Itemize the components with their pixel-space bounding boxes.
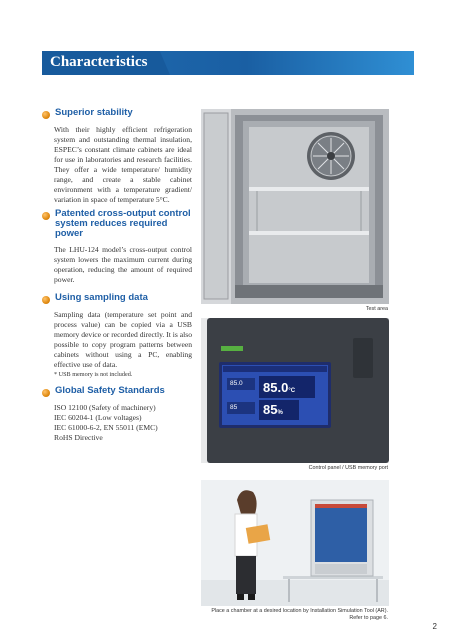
bullet-icon [42,296,50,304]
bullet-icon [42,389,50,397]
bullet-icon [42,111,50,119]
section-superior-stability [42,108,192,205]
display-pv-humidity: 85% [263,402,283,417]
page-number: 2 [432,622,437,631]
bullet-icon [42,212,50,220]
ar-caption-line: Place a chamber at a desired location by Installation Simulation Tool (AR). [211,608,388,614]
section-title: Using sampling data [55,292,148,303]
ar-placement-photo [201,480,389,606]
section-body: Sampling data (temperature set point and process value) can be copied via a USB memory device or recorded directly. It is also possible to copy program patterns between cabinets without using a PC, enabling effective use of data. [54,310,192,369]
section-body: With their highly efficient refrigeration system and outstanding thermal insulation, ESPEC’s constant climate cabinets are ideal for use in laboratories and research facilities. They offer a wide temperature/ humidity range, and create a stable cabinet environment with a temperature gradient/ variation in space of temperature 5°C. [54,125,192,204]
page-title: Characteristics [50,54,148,70]
section-body: The LHU-124 model’s cross-output control system lowers the maximum current during operation, reducing the amount of required power. [54,245,192,284]
test-area-caption: Test area [365,306,388,312]
standard-item: RoHS Directive [54,433,103,442]
section-title: Superior stability [55,107,133,118]
display-sv-humidity: 85 [230,404,238,411]
ar-caption-reference: Refer to page 6. [349,615,388,621]
section-safety-standards [42,386,192,443]
display-pv-temperature: 85.0°C [263,380,296,395]
display-sv-temperature: 85.0 [230,380,243,387]
standard-item: IEC 60204-1 (Low voltages) [54,413,142,422]
section-sampling-data [42,293,192,378]
section-title: Patented cross-output control system reduces required power [55,208,191,239]
standard-item: ISO 12100 (Safety of machinery) [54,403,156,412]
standards-list [54,403,192,443]
section-cross-output [42,209,192,285]
ar-caption [180,608,388,622]
footnote: * USB memory is not included. [54,371,133,378]
section-title: Global Safety Standards [55,385,165,396]
standard-item: IEC 61000-6-2, EN 55011 (EMC) [54,423,158,432]
test-area-photo [201,109,389,304]
control-panel-caption: Control panel / USB memory port [308,465,388,471]
